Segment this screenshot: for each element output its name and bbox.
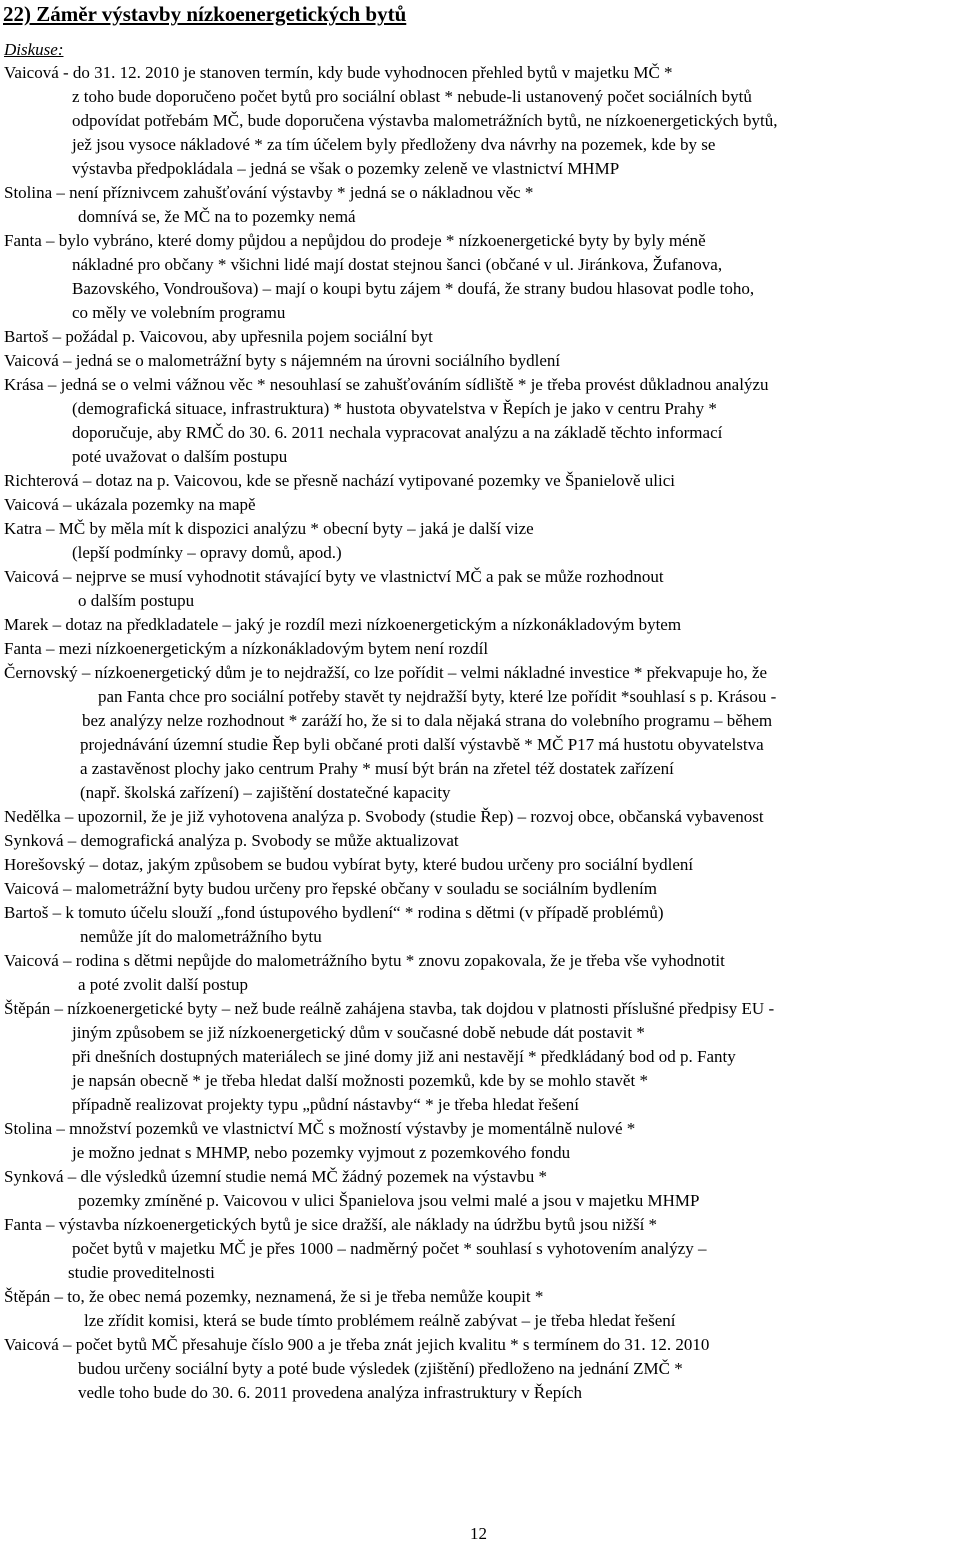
discussion-line: případně realizovat projekty typu „půdní nástavby“ * je třeba hledat řešení: [72, 1095, 579, 1114]
discussion-line: Vaicová – ukázala pozemky na mapě: [4, 495, 256, 514]
discussion-line: Horešovský – dotaz, jakým způsobem se budou vybírat byty, které budou určeny pro sociální bydlení: [4, 855, 694, 874]
discussion-line: Fanta – výstavba nízkoenergetických bytů je sice dražší, ale náklady na údržbu bytů jsou nižší *: [4, 1215, 658, 1234]
discussion-line: je napsán obecně * je třeba hledat další možnosti pozemků, kde by se mohlo stavět *: [72, 1071, 648, 1090]
discussion-line: Synková – demografická analýza p. Svobody se může aktualizovat: [4, 831, 459, 850]
discussion-line: Vaicová – rodina s dětmi nepůjde do malometrážního bytu * znovu zopakovala, že je třeba vše vyhodnotit: [4, 951, 725, 970]
discussion-line: o dalším postupu: [78, 591, 195, 610]
discussion-line: Marek – dotaz na předkladatele – jaký je rozdíl mezi nízkoenergetickým a nízkonákladovým bytem: [4, 615, 682, 634]
discussion-line: Štěpán – to, že obec nemá pozemky, neznamená, že si je třeba nemůže koupit *: [4, 1287, 544, 1306]
discussion-label: Diskuse:: [4, 40, 64, 59]
discussion-line: a zastavěnost plochy jako centrum Prahy * musí být brán na zřetel též dostatek zařízení: [80, 759, 674, 778]
discussion-line: Vaicová – malometrážní byty budou určeny pro řepské občany v souladu se sociálním bydlením: [4, 879, 657, 898]
discussion-line: Černovský – nízkoenergetický dům je to nejdražší, co lze pořídit – velmi nákladné investice * překvapuje ho, že: [4, 663, 768, 682]
discussion-line: nemůže jít do malometrážního bytu: [80, 927, 322, 946]
discussion-line: je možno jednat s MHMP, nebo pozemky vyjmout z pozemkového fondu: [72, 1143, 571, 1162]
discussion-line: Bartoš – požádal p. Vaicovou, aby upřesnila pojem sociální byt: [4, 327, 433, 346]
discussion-line: jiným způsobem se již nízkoenergetický dům v současné době nebude dát postavit *: [72, 1023, 645, 1042]
discussion-line: studie proveditelnosti: [68, 1263, 215, 1282]
discussion-line: Richterová – dotaz na p. Vaicovou, kde se přesně nachází vytipované pozemky ve Španielově ulici: [4, 471, 675, 490]
discussion-line: při dnešních dostupných materiálech se jiné domy již ani nestavějí * předkládaný bod od p. Fanty: [72, 1047, 736, 1066]
page-number: 12: [470, 1524, 487, 1543]
discussion-line: bez analýzy nelze rozhodnout * zaráží ho, že si to dala nějaká strana do volebního programu – během: [82, 711, 773, 730]
discussion-line: Katra – MČ by měla mít k dispozici analýzu * obecní byty – jaká je další vize: [4, 519, 534, 538]
discussion-line: výstavba předpokládala – jedná se však o pozemky zeleně ve vlastnictví MHMP: [72, 159, 620, 178]
discussion-line: Štěpán – nízkoenergetické byty – než bude reálně zahájena stavba, tak dojdou v platnosti příslušné předpisy EU -: [4, 999, 775, 1018]
discussion-line: a poté zvolit další postup: [78, 975, 248, 994]
discussion-line: projednávání územní studie Řep byli občané proti další výstavbě * MČ P17 má hustotu obyvatelstva: [80, 735, 764, 754]
discussion-line: jež jsou vysoce nákladové * za tím účelem byly předloženy dva návrhy na pozemek, kde by se: [72, 135, 716, 154]
discussion-line: vedle toho bude do 30. 6. 2011 provedena analýza infrastruktury v Řepích: [78, 1383, 583, 1402]
discussion-line: Synková – dle výsledků územní studie nemá MČ žádný pozemek na výstavbu *: [4, 1167, 547, 1186]
discussion-line: pozemky zmíněné p. Vaicovou v ulici Španielova jsou velmi malé a jsou v majetku MHMP: [78, 1191, 700, 1210]
discussion-line: (demografická situace, infrastruktura) * hustota obyvatelstva v Řepích je jako v centru Prahy *: [72, 399, 717, 418]
discussion-line: poté uvažovat o dalším postupu: [72, 447, 288, 466]
discussion-line: co měly ve volebním programu: [72, 303, 286, 322]
discussion-line: domnívá se, že MČ na to pozemky nemá: [78, 207, 356, 226]
discussion-line: pan Fanta chce pro sociální potřeby stavět ty nejdražší byty, které lze pořídit *souhlasí s p. Krásou -: [98, 687, 777, 706]
discussion-line: Vaicová – počet bytů MČ přesahuje číslo 900 a je třeba znát jejich kvalitu * s termínem do 31. 12. 2010: [4, 1335, 710, 1354]
discussion-line: (lepší podmínky – opravy domů, apod.): [72, 543, 342, 562]
discussion-line: lze zřídit komisi, která se bude tímto problémem reálně zabývat – je třeba hledat řešení: [84, 1311, 676, 1330]
discussion-line: Vaicová – nejprve se musí vyhodnotit stávající byty ve vlastnictví MČ a pak se může rozhodnout: [4, 567, 664, 586]
discussion-line: z toho bude doporučeno počet bytů pro sociální oblast * nebude-li ustanovený počet sociálních bytů: [72, 87, 752, 106]
discussion-line: Vaicová – jedná se o malometrážní byty s nájemném na úrovni sociálního bydlení: [4, 351, 561, 370]
discussion-line: Fanta – mezi nízkoenergetickým a nízkonákladovým bytem není rozdíl: [4, 639, 489, 658]
discussion-line: Stolina – není příznivcem zahušťování výstavby * jedná se o nákladnou věc *: [4, 183, 534, 202]
discussion-line: Nedělka – upozornil, že je již vyhotovena analýza p. Svobody (studie Řep) – rozvoj obce, občanská vybavenost: [4, 807, 764, 826]
discussion-line: doporučuje, aby RMČ do 30. 6. 2011 nechala vypracovat analýzu a na základě těchto informací: [72, 423, 723, 442]
discussion-line: Vaicová - do 31. 12. 2010 je stanoven termín, kdy bude vyhodnocen přehled bytů v majetku MČ *: [4, 63, 673, 82]
discussion-line: Bartoš – k tomuto účelu slouží „fond ústupového bydlení“ * rodina s dětmi (v případě problémů): [4, 903, 664, 922]
section-heading: 22) Záměr výstavby nízkoenergetických bytů: [3, 2, 407, 26]
discussion-line: (např. školská zařízení) – zajištění dostatečné kapacity: [80, 783, 451, 802]
discussion-line: Krása – jedná se o velmi vážnou věc * nesouhlasí se zahušťováním sídliště * je třeba provést důkladnou analýzu: [4, 375, 769, 394]
discussion-line: nákladné pro občany * všichni lidé mají dostat stejnou šanci (občané v ul. Jiránkova, Žufanova,: [72, 255, 723, 274]
discussion-line: Stolina – množství pozemků ve vlastnictví MČ s možností výstavby je momentálně nulové *: [4, 1119, 636, 1138]
discussion-line: Bazovského, Vondroušova) – mají o koupi bytu zájem * doufá, že strany budou hlasovat podle toho,: [72, 279, 755, 298]
discussion-line: počet bytů v majetku MČ je přes 1000 – nadměrný počet * souhlasí s vyhotovením analýzy –: [72, 1239, 707, 1258]
discussion-line: budou určeny sociální byty a poté bude výsledek (zjištění) předloženo na jednání ZMČ *: [78, 1359, 683, 1378]
discussion-line: odpovídat potřebám MČ, bude doporučena výstavba malometrážních bytů, ne nízkoenergetických bytů,: [72, 111, 778, 130]
discussion-line: Fanta – bylo vybráno, které domy půjdou a nepůjdou do prodeje * nízkoenergetické byty by byly méně: [4, 231, 706, 250]
